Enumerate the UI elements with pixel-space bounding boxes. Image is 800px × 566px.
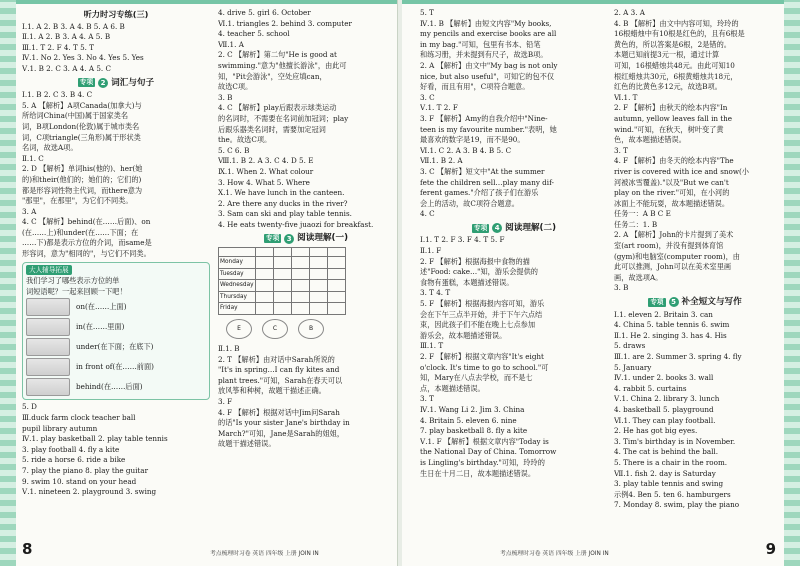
answer-line: 5. T [420, 8, 434, 17]
answer-line: 词，C项triangle(三角形)属于形状类 [22, 132, 141, 142]
answer-line: 2. F 【解析】由秋天的绘本内容"In [614, 103, 728, 113]
answer-line: "那里"，在那里"，为它们不同类。 [22, 196, 133, 206]
timetable-cell [292, 257, 310, 269]
timetable-cell [328, 257, 346, 269]
answer-line: 4. F 【解析】由冬天的绘本内容"The [614, 156, 734, 166]
answer-line: 点，本题描述错误。 [420, 383, 485, 393]
answer-line: Ⅰ.1. A 2. B 3. A 4. B 5. A 6. B [22, 21, 125, 31]
answer-line: autumn, yellow leaves fall in the [614, 113, 733, 123]
section-number: 4 [492, 223, 502, 233]
answer-line: in my bag."可知，包里有书本、铅笔 [420, 39, 541, 49]
answer-line: 2. C 【解析】第二句"He is good at [218, 50, 337, 60]
preposition-illustration [26, 358, 70, 376]
answer-line: 5. C 6. B [218, 145, 250, 155]
answer-line: 4. rabbit 5. curtains [614, 383, 687, 393]
answer-line: 5. There is a chair in the room. [614, 457, 728, 467]
answer-line: 所给词China(中国)属于国家类名 [22, 111, 129, 121]
preposition-illustration [26, 318, 70, 336]
answer-line: 2. F 【解析】根据文章内容"It's eight [420, 352, 544, 361]
answer-line: 3. T 4. T [420, 288, 451, 298]
column-4 [614, 8, 776, 511]
timetable-day: Monday [219, 257, 256, 269]
timetable-cell [328, 280, 346, 292]
answer-line: Ⅶ.1. B 2. A [420, 156, 463, 166]
answer-line: Ⅴ.1. China 2. library 3. lunch [614, 394, 720, 404]
answer-line: 4. C 【解析】behind(在……后面)、on [22, 217, 151, 227]
answer-line: nice, but also useful"，可知它的包不仅 [420, 71, 555, 81]
answer-line: Ⅶ.1. A [218, 39, 244, 49]
answer-line: 的)和their(他们的；她们的；它们的) [22, 174, 142, 184]
timetable-cell [292, 303, 310, 315]
answer-line: 放风筝和种树，故题干描述正确。 [218, 386, 326, 396]
right-page [402, 0, 800, 566]
preposition-illustration [26, 378, 70, 396]
preposition-item [26, 377, 206, 397]
section-number: 5 [669, 297, 679, 307]
answer-line: Ⅶ.1. fish 2. day is Saturday [614, 468, 716, 478]
section-title: 补全短文与写作 [681, 297, 742, 308]
timetable-cell [292, 280, 310, 292]
answer-line: Ⅴ.1. F 【解析】根据文章内容"Today is [420, 436, 549, 446]
answer-line: play on the river."可知，在小河的 [614, 188, 730, 198]
answer-line: 冰面上不能玩耍，故本题描述错误。 [614, 198, 730, 208]
preposition-label: in(在……里面) [76, 322, 125, 332]
answer-line: Ⅸ.1. When 2. What colour [218, 166, 314, 176]
answer-line: Ⅵ.1. C 2. A 3. B 4. B 5. C [420, 145, 512, 155]
answer-line: swimming."意为"他擅长游泳"，由此可 [218, 60, 347, 70]
answer-line: 3. T [614, 145, 628, 155]
answer-line: 3. Tim's birthday is in November. [614, 436, 736, 446]
answer-line: Ⅴ.1. T 2. F [420, 103, 458, 113]
answer-line: the National Day of China. Tomorrow [420, 447, 557, 457]
answer-line: 名词，故选A项。 [22, 143, 78, 153]
timetable-cell [310, 248, 328, 257]
answer-line: (在……上)和under(在……下面；在 [22, 227, 139, 237]
answer-line: pupil library autumn [22, 423, 98, 433]
timetable-cell [310, 268, 328, 280]
answer-line: Ⅱ.1. He 2. singing 3. has 4. His [614, 330, 727, 340]
timetable-day: Tuesday [219, 268, 256, 280]
answer-line: March?"可知，Jane是Sarah的姐姐， [218, 428, 345, 438]
answer-line: 3. play table tennis and swing [614, 479, 724, 489]
answer-line: 3. A [22, 206, 37, 216]
answer-line: 可知，16根蜡烛共48元。由此可知10 [614, 60, 735, 70]
answer-line: 3. play football 4. fly a kite [22, 444, 120, 454]
answer-line: Ⅳ.1. No 2. Yes 3. No 4. Yes 5. Yes [22, 53, 144, 63]
answer-line: (gym)和电脑室(computer room)，由 [614, 251, 740, 261]
preposition-label: on(在……上面) [76, 302, 127, 312]
answer-line: 2. A 【解析】John的卡片提到了美术 [614, 230, 734, 240]
timetable-day: Thursday [219, 291, 256, 303]
answer-line: 16根蜡烛中有10根是红色的，且有6根是 [614, 29, 745, 39]
timetable-day: Friday [219, 303, 256, 315]
answer-line: 7. play the piano 8. play the guitar [22, 466, 149, 475]
preposition-label: behind(在……后面) [76, 382, 143, 392]
answer-line: 河被冰雪覆盖)."以及"But we can't [614, 177, 729, 187]
answer-line: 束，因此孩子们不能在晚上七点参加 [420, 320, 536, 330]
timetable-cell [256, 268, 274, 280]
section-number: 3 [284, 234, 294, 244]
answer-line: 7. play basketball 8. fly a kite [420, 426, 528, 436]
answer-line: 述"Food: cake…"知，游乐会提供的 [420, 267, 538, 277]
answer-line: Ⅱ.1. C [22, 153, 44, 163]
answer-line: river is covered with ice and snow(小 [614, 166, 749, 176]
answer-line: 3. B [614, 283, 629, 293]
section-label: 专项 [650, 297, 664, 306]
answer-line: 2. T 【解析】由对话中Sarah所说的 [218, 354, 335, 364]
preposition-label: under(在下面；在底下) [76, 342, 154, 352]
answer-lines [218, 8, 394, 230]
answer-line: 好看，而且有用"，C项符合题意。 [420, 82, 530, 92]
answer-line: 游乐会，故本题描述错误。 [420, 330, 507, 340]
answer-line: Ⅷ.1. B 2. A 3. C 4. D 5. E [218, 156, 314, 166]
decorative-strip [0, 0, 16, 566]
answer-line: 4. He eats twenty-five juaozi for breakfast. [218, 219, 374, 229]
answer-line: 3. T [420, 394, 434, 404]
answer-line: 4. Britain 5. eleven 6. nine [420, 415, 517, 425]
answer-line: the。故选C项。 [218, 135, 272, 145]
answer-line: teen is my favourite number."表明，她 [420, 124, 557, 134]
answer-line: 4. drive 5. girl 6. October [218, 8, 311, 17]
answer-line: ferent games."介绍了孩子们在游乐 [420, 188, 539, 198]
answer-line: Ⅴ.1. nineteen 2. playground 3. swing [22, 487, 157, 497]
answer-line: 3. B [218, 92, 233, 102]
timetable-cell [328, 291, 346, 303]
top-color-bar [0, 0, 397, 4]
answer-line: "It's in spring…I can fly kites and [218, 365, 340, 375]
tip-box-title: 大人辅导拓展 [26, 265, 72, 276]
answer-line: Ⅹ.1. We have lunch in the canteen. [218, 188, 345, 198]
answer-line: 4. The cat is behind the ball. [614, 447, 718, 457]
answer-line: 3. How 4. What 5. Where [218, 177, 310, 187]
preposition-item [26, 297, 206, 317]
timetable-cell [256, 280, 274, 292]
picture-row [226, 318, 394, 340]
answer-line: 故题干描述错误。 [218, 439, 276, 449]
answer-line: 后跟乐器类名词时，需要加定冠词 [218, 124, 326, 134]
preposition-item [26, 317, 206, 337]
timetable-cell [310, 257, 328, 269]
answer-line: 此可以推测，John可以在美术室里画 [614, 262, 732, 272]
answer-line: 知，Mary在八点去学校，而不是七 [420, 373, 533, 383]
timetable-cell [328, 268, 346, 280]
preposition-illustration [26, 298, 70, 316]
section-title: 阅读理解(二) [505, 222, 556, 233]
answer-line: 3. F 【解析】Amy的自我介绍中"Nine- [420, 113, 548, 123]
answer-line: o'clock. It's time to go to school."可 [420, 362, 549, 372]
answer-line: 5. F 【解析】根据海报内容可知，游乐 [420, 299, 545, 309]
answer-line: plant trees."可知，Sarah在春天可以 [218, 375, 343, 385]
answer-line: Ⅴ.1. B 2. C 3. A 4. A 5. C [22, 63, 111, 73]
timetable-cell [219, 248, 256, 257]
answer-line: 都是形容词性物主代词，而there意为 [22, 185, 143, 195]
answer-line: 4. C [420, 209, 435, 219]
answer-line: 7. Monday 8. swim, play the piano [614, 500, 740, 510]
timetable-cell [274, 248, 292, 257]
preposition-illustration [26, 338, 70, 356]
answer-line: 4. basketball 5. playground [614, 404, 714, 414]
section-number: 2 [98, 78, 108, 88]
timetable-cell [256, 303, 274, 315]
timetable-cell [274, 257, 292, 269]
preposition-list [26, 297, 206, 397]
top-color-bar [402, 0, 800, 4]
timetable-cell [256, 291, 274, 303]
answer-line: Ⅵ.1. T [614, 92, 638, 102]
answer-line: Ⅳ.1. under 2. books 3. wall [614, 373, 714, 383]
decorative-strip [784, 0, 800, 566]
timetable-day: Wednesday [219, 280, 256, 292]
answer-line: 4. China 5. table tennis 6. swim [614, 320, 730, 330]
answer-line: 知，"Pit会游泳"，空处应填can， [218, 71, 327, 81]
answer-line: 5. ride a horse 6. ride a bike [22, 455, 126, 465]
page-footer: 考点梳理时习卷 英语 四年级 上册 JOIN IN [210, 551, 319, 557]
timetable-cell [310, 280, 328, 292]
answer-line: 5. D [22, 402, 37, 412]
answer-line: 3. C [420, 92, 435, 102]
answer-line: 9. swim 10. stand on your head [22, 476, 137, 486]
answer-lines [614, 8, 776, 294]
section-label: 专项 [79, 78, 94, 87]
column-1 [22, 8, 210, 498]
answer-line: 会上的活动，故C项符合题意。 [420, 198, 519, 208]
answer-line: 最喜欢的数字是19，而不是90。 [420, 135, 525, 145]
answer-lines [420, 8, 608, 220]
answer-line: Ⅱ.1. F [420, 246, 442, 256]
answer-line: 任务二：1. B [614, 219, 658, 229]
answer-line: Ⅱ.1. B [218, 344, 240, 354]
preposition-item [26, 357, 206, 377]
answer-line: 画，故选项A。 [614, 272, 663, 282]
answer-line: 黄色的，所以答案是6根，2是错的。 [614, 39, 731, 49]
answer-line: 5. January [614, 362, 652, 372]
answer-line: my pencils and exercise books are all [420, 29, 557, 39]
answer-line: Ⅵ.1. They can play football. [614, 415, 716, 425]
listening-answers [22, 22, 210, 75]
section-title: 阅读理解(一) [297, 233, 348, 244]
timetable-cell [310, 303, 328, 315]
answer-lines [22, 90, 210, 260]
answer-line: 3. C 【解析】短文中"At the summer [420, 166, 545, 176]
timetable-cell [274, 280, 292, 292]
answer-line: Ⅳ.1. B 【解析】由短文内容"My books, [420, 18, 552, 28]
answer-line: Ⅰ.1. eleven 2. Britain 3. can [614, 309, 713, 319]
timetable-cell [292, 268, 310, 280]
answer-line: Ⅲ.1. are 2. Summer 3. spring 4. fly [614, 352, 742, 361]
listening-heading: 听力时习专练(三) [83, 9, 149, 19]
answer-line: 红色的比黄色多12元，故选B项。 [614, 82, 722, 92]
section-label: 专项 [265, 234, 280, 243]
left-page [0, 0, 398, 566]
answer-line: 根红蜡烛共30元，6根黄蜡烛共18元， [614, 71, 738, 81]
answer-line: 4. C 【解析】play后跟表示球类运动 [218, 103, 337, 113]
answer-line: 的话"Is your sister Jane's birthday in [218, 418, 350, 428]
timetable-cell [328, 248, 346, 257]
page-number: 9 [765, 540, 776, 558]
timetable-cell [274, 303, 292, 315]
tip-line: 我们学习了哪些表示方位的单 [26, 276, 120, 286]
picture-option: B [298, 319, 324, 339]
answer-line: Ⅲ.duck farm clock teacher ball [22, 413, 136, 423]
answer-line: 室(art room)，并没有提到体育馆 [614, 241, 724, 251]
answer-line: 5. draws [614, 341, 646, 351]
answer-lines [22, 402, 210, 497]
answer-line: 食物有蛋糕，本题描述错误。 [420, 277, 514, 287]
timetable-image [218, 247, 346, 315]
column-3 [420, 8, 608, 479]
column-2 [218, 8, 394, 450]
timetable-cell [310, 291, 328, 303]
answer-line: 形容词，意为"相同的"，与它们不同类。 [22, 249, 151, 259]
answer-line: Ⅰ.1. T 2. F 3. F 4. T 5. F [420, 235, 505, 245]
section-heading [22, 78, 210, 89]
answer-line: Ⅳ.1. play basketball 2. play table tennis [22, 434, 168, 444]
picture-option: E [226, 319, 252, 339]
answer-line: 2. A 3. A [614, 8, 645, 17]
timetable-cell [256, 248, 274, 257]
answer-line: 4. teacher 5. school [218, 29, 290, 39]
answer-line: 2. F 【解析】根据海报中食物的描 [420, 256, 530, 266]
timetable-cell [292, 248, 310, 257]
answer-line: 词，B项London(伦敦)属于城市类名 [22, 121, 140, 131]
tip-box [22, 262, 210, 401]
answer-line: Ⅰ.1. B 2. C 3. B 4. C [22, 90, 93, 100]
answer-line: ……下)都是表示方位的介词，而same是 [22, 238, 152, 248]
answer-line: 2. A 【解析】由文中"My bag is not only [420, 60, 558, 70]
answer-line: 色，故本题描述错误。 [614, 135, 686, 145]
answer-line: Ⅲ.1. T 2. F 4. T 5. T [22, 42, 95, 52]
answer-line: 4. B 【解析】由文中内容可知，玲玲的 [614, 18, 739, 28]
answer-line: 3. Sam can ski and play table tennis. [218, 209, 352, 219]
answer-line: 故选C项。 [218, 82, 253, 92]
answer-line: 4. F 【解析】根据对话中Jim问Sarah [218, 407, 340, 417]
answer-lines [218, 344, 394, 450]
tip-line: 词短语呢？一起来回顾一下吧！ [26, 286, 127, 296]
answer-line: 任务一：A B C E [614, 209, 671, 219]
page-number: 8 [22, 540, 33, 558]
answer-line: 2. Are there any ducks in the river? [218, 198, 348, 208]
answer-line: 生日在十月二日，故本题描述错误。 [420, 468, 536, 478]
tip-box-text [26, 276, 206, 297]
timetable-cell [256, 257, 274, 269]
answer-lines [614, 310, 776, 511]
preposition-label: in front of(在……前面) [76, 362, 154, 372]
answer-line: wind."可知，在秋天，树叶变了黄 [614, 124, 724, 134]
answer-line: Ⅳ.1. Wang Li 2. Jim 3. China [420, 404, 525, 414]
answer-line: 5. A 【解析】A项Canada(加拿大)与 [22, 100, 142, 110]
preposition-item [26, 337, 206, 357]
section-title: 词汇与句子 [111, 77, 155, 88]
timetable-cell [328, 303, 346, 315]
page-footer: 考点梳理时习卷 英语 四年级 上册 JOIN IN [500, 551, 609, 557]
timetable-cell [274, 268, 292, 280]
section-label: 专项 [473, 223, 488, 232]
answer-line: fete the children sell…play many dif- [420, 177, 554, 187]
answer-line: is Lingling's birthday."可知，玲玲的 [420, 457, 545, 467]
answer-line: 本题已知前提3元一根，通过计算 [614, 50, 720, 60]
answer-line: Ⅲ.1. T [420, 341, 444, 351]
section-heading [420, 223, 608, 234]
answer-lines [420, 235, 608, 479]
answer-line: 和练习册，并未提到有尺子，故选B项。 [420, 50, 548, 60]
answer-line: 3. F [218, 397, 233, 406]
picture-option: C [262, 319, 288, 339]
answer-line: 2. He has got big eyes. [614, 426, 698, 436]
answer-line: 会在下午三点半开始，并于下午六点结 [420, 309, 543, 319]
answer-line: 示例4. Ben 5. ten 6. hamburgers [614, 489, 731, 499]
timetable-cell [292, 291, 310, 303]
section-heading [614, 297, 776, 308]
timetable-cell [274, 291, 292, 303]
answer-line: 2. D 【解析】单词his(他的)、her(她 [22, 164, 143, 174]
answer-line: Ⅵ.1. triangles 2. behind 3. computer [218, 18, 352, 28]
answer-line: Ⅱ.1. A 2. B 3. A 4. A 5. B [22, 32, 111, 42]
section-heading [218, 233, 394, 244]
answer-line: 的名词时，不需要在名词前加冠词；play [218, 113, 349, 123]
